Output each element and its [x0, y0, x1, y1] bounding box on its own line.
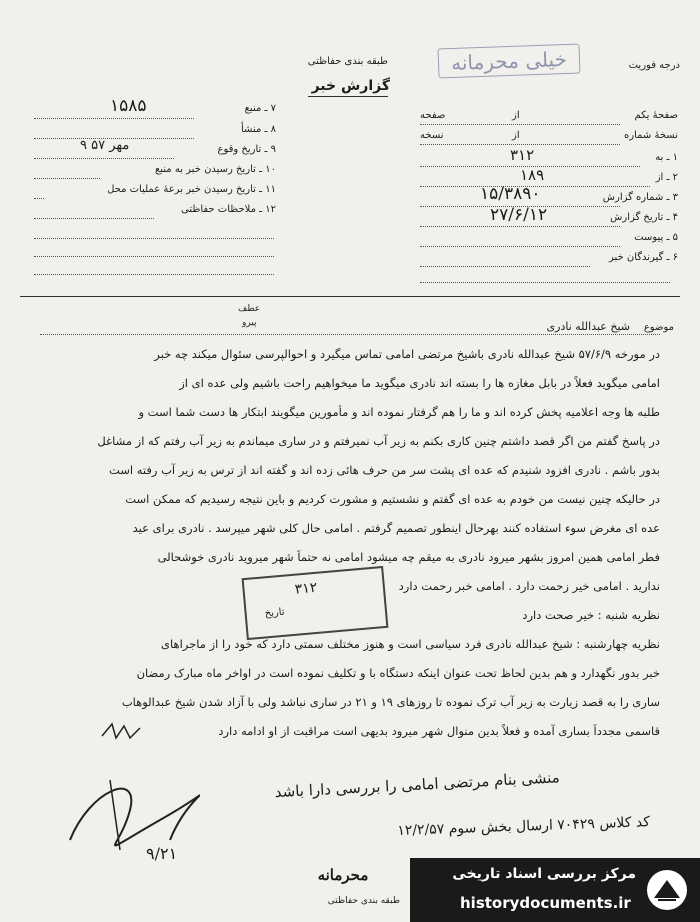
body-line: خبر بدور نگهدارد و هم بدین لحاظ تحت عنوان اینکه دستگاه با و تکلیف نموده است در اواخر ماه مبارک رمضان	[136, 666, 660, 680]
body-line: طلبه ها وجه اعلامیه پخش کرده اند و ما را هم گرفتار نموده اند و مأمورین میگویند ابتکار ها دست شما است و	[138, 405, 660, 419]
body-line: در حالیکه چنین نیست من خودم به عده ای گفتم و نشستیم و مشورت کردیم و باین نتیجه رسیدیم که ممکن است	[125, 492, 660, 506]
received-stamp	[242, 566, 389, 640]
field-recipients-label: ۶ ـ گیرندگان خبر	[608, 252, 678, 263]
priority-label: درجه فوریت	[628, 60, 680, 71]
classification-label: طبقه بندی حفاظتی	[307, 56, 388, 67]
classification-stamp: خیلی محرمانه	[438, 44, 581, 79]
body-line: قاسمی مجدداً بساری آمده و فعلاً بدین منوال شهر میرود بدیهی است مراقبت از او ادامه دارد	[218, 724, 660, 738]
body-line: نظریه چهارشنبه : شیخ عبدالله نادری فرد سیاسی است و هنوز مختلف سمتی دارد که خود را از ماجراهای	[161, 637, 660, 651]
received-stamp-sub: تاریخ	[264, 606, 286, 620]
field-report-date-value: ۲۷/۶/۱۲	[490, 205, 548, 225]
body-line: نظریه شنبه : خیر صحت دارد	[522, 608, 660, 622]
field-copy-of: از	[512, 130, 520, 141]
field-from-label: ۲ ـ از	[655, 172, 678, 183]
signature-text	[60, 860, 62, 861]
body-line: در مورخه ۵۷/۶/۹ شیخ عبدالله نادری باشیخ مرتضی امامی تماس میگیرد و احوالپرسی سئوال میکند چه خبر	[154, 347, 660, 361]
field-attachment-label: ۵ ـ پیوست	[634, 232, 678, 243]
field-occurrence-date-label: ۹ ـ تاریخ وقوع	[217, 144, 276, 155]
handwritten-note-1: منشی بنام مرتضی امامی را بررسی دارا باشد	[274, 768, 561, 802]
handwritten-date: ۹/۲۱	[146, 844, 178, 863]
handwritten-note-2: کد کلاس ۷۰۴۲۹ ارسال بخش سوم ۱۲/۲/۵۷	[397, 814, 651, 839]
field-from-value: ۱۸۹	[520, 166, 545, 184]
body-line: بدور باشم . نادری افزود شنیدم که عده ای پشت سر من حرف هائی زده اند و گفته اند از ترس به زیر آب رفته است	[108, 463, 660, 477]
subject-follow-note: پیرو	[242, 318, 257, 328]
brand-url: historydocuments.ir	[460, 894, 631, 912]
subject-value: شیخ عبدالله نادری	[546, 320, 630, 333]
received-stamp-number: ۳۱۲	[294, 579, 318, 598]
field-date-to-source-label: ۱۰ ـ تاریخ رسیدن خبر به منبع	[154, 164, 276, 175]
field-to-value: ۳۱۲	[510, 146, 535, 164]
field-occurrence-date-value: ۹ مهر ۵۷	[80, 138, 130, 153]
signature-scribble	[50, 750, 200, 870]
field-source-label: ۷ ـ منبع	[244, 103, 276, 114]
field-page-label: صفحهٔ یکم	[634, 110, 678, 121]
body-line: امامی میگوید فعلاً در بابل مغازه ها را بسته اند نادری میگوید ما میخواهیم راحت باشیم ولی عده ای از	[179, 376, 660, 390]
field-to-label: ۱ ـ به	[655, 152, 678, 163]
small-scribble	[100, 720, 150, 744]
footer-classification-stamp: محرمانه	[317, 866, 369, 884]
brand-title: مرکز بررسی اسناد تاریخی	[452, 866, 636, 882]
body-line: ندارید . امامی خیر زحمت دارد . امامی خبر رحمت دارد	[398, 579, 660, 593]
body-line: عده ای مغرض سوء استفاده کنند بهرحال اینطور تصمیم گرفتم . امامی حال کلی شهر میپرسد . نادری برای عید	[132, 521, 660, 535]
body-line: در پاسخ گفتم من اگر قصد داشتم چنین کاری بکنم به زیر آب نمیرفتم و در ساری میماندم به زیر آب رفتم که از مشاغل	[97, 434, 660, 448]
footer-classification-label: طبقه بندی حفاظتی	[327, 896, 400, 906]
brand-logo-icon	[644, 868, 690, 912]
field-report-number-value: ۱۵/۳۸۹۰	[480, 184, 541, 204]
field-page-of: از	[512, 110, 520, 121]
field-page-sheet: صفحه	[420, 110, 446, 121]
field-report-date-label: ۴ ـ تاریخ گزارش	[610, 212, 678, 223]
report-title: گزارش خبر	[311, 78, 390, 94]
field-copy-label: نسخهٔ شماره	[624, 130, 678, 141]
field-origin-label: ۸ ـ منشأ	[240, 124, 276, 135]
field-copy-sheet: نسخه	[420, 130, 444, 141]
field-security-notes-label: ۱۲ ـ ملاحظات حفاظتی	[181, 204, 276, 215]
field-report-number-label: ۳ ـ شماره گزارش	[602, 192, 678, 203]
field-source-value: ۱۵۸۵	[110, 96, 147, 116]
subject-ref-note: عطف	[238, 304, 261, 314]
field-date-to-operations-label: ۱۱ ـ تاریخ رسیدن خبر برعهٔ عملیات محل	[107, 184, 276, 195]
brand-watermark	[410, 858, 700, 922]
body-line: فطر امامی همین امروز بشهر میرود نادری به میقم چه میشود امامی نه حتماً شهر میروید نادری خوشحالی	[157, 550, 660, 564]
subject-label: موضوع	[643, 322, 674, 333]
body-line: ساری را به قصد زیارت به زیر آب ترک نموده تا روزهای ۱۹ و ۲۱ در ساری نباشد ولی با آزاد شدن شیخ عبدالوهاب	[121, 695, 660, 709]
